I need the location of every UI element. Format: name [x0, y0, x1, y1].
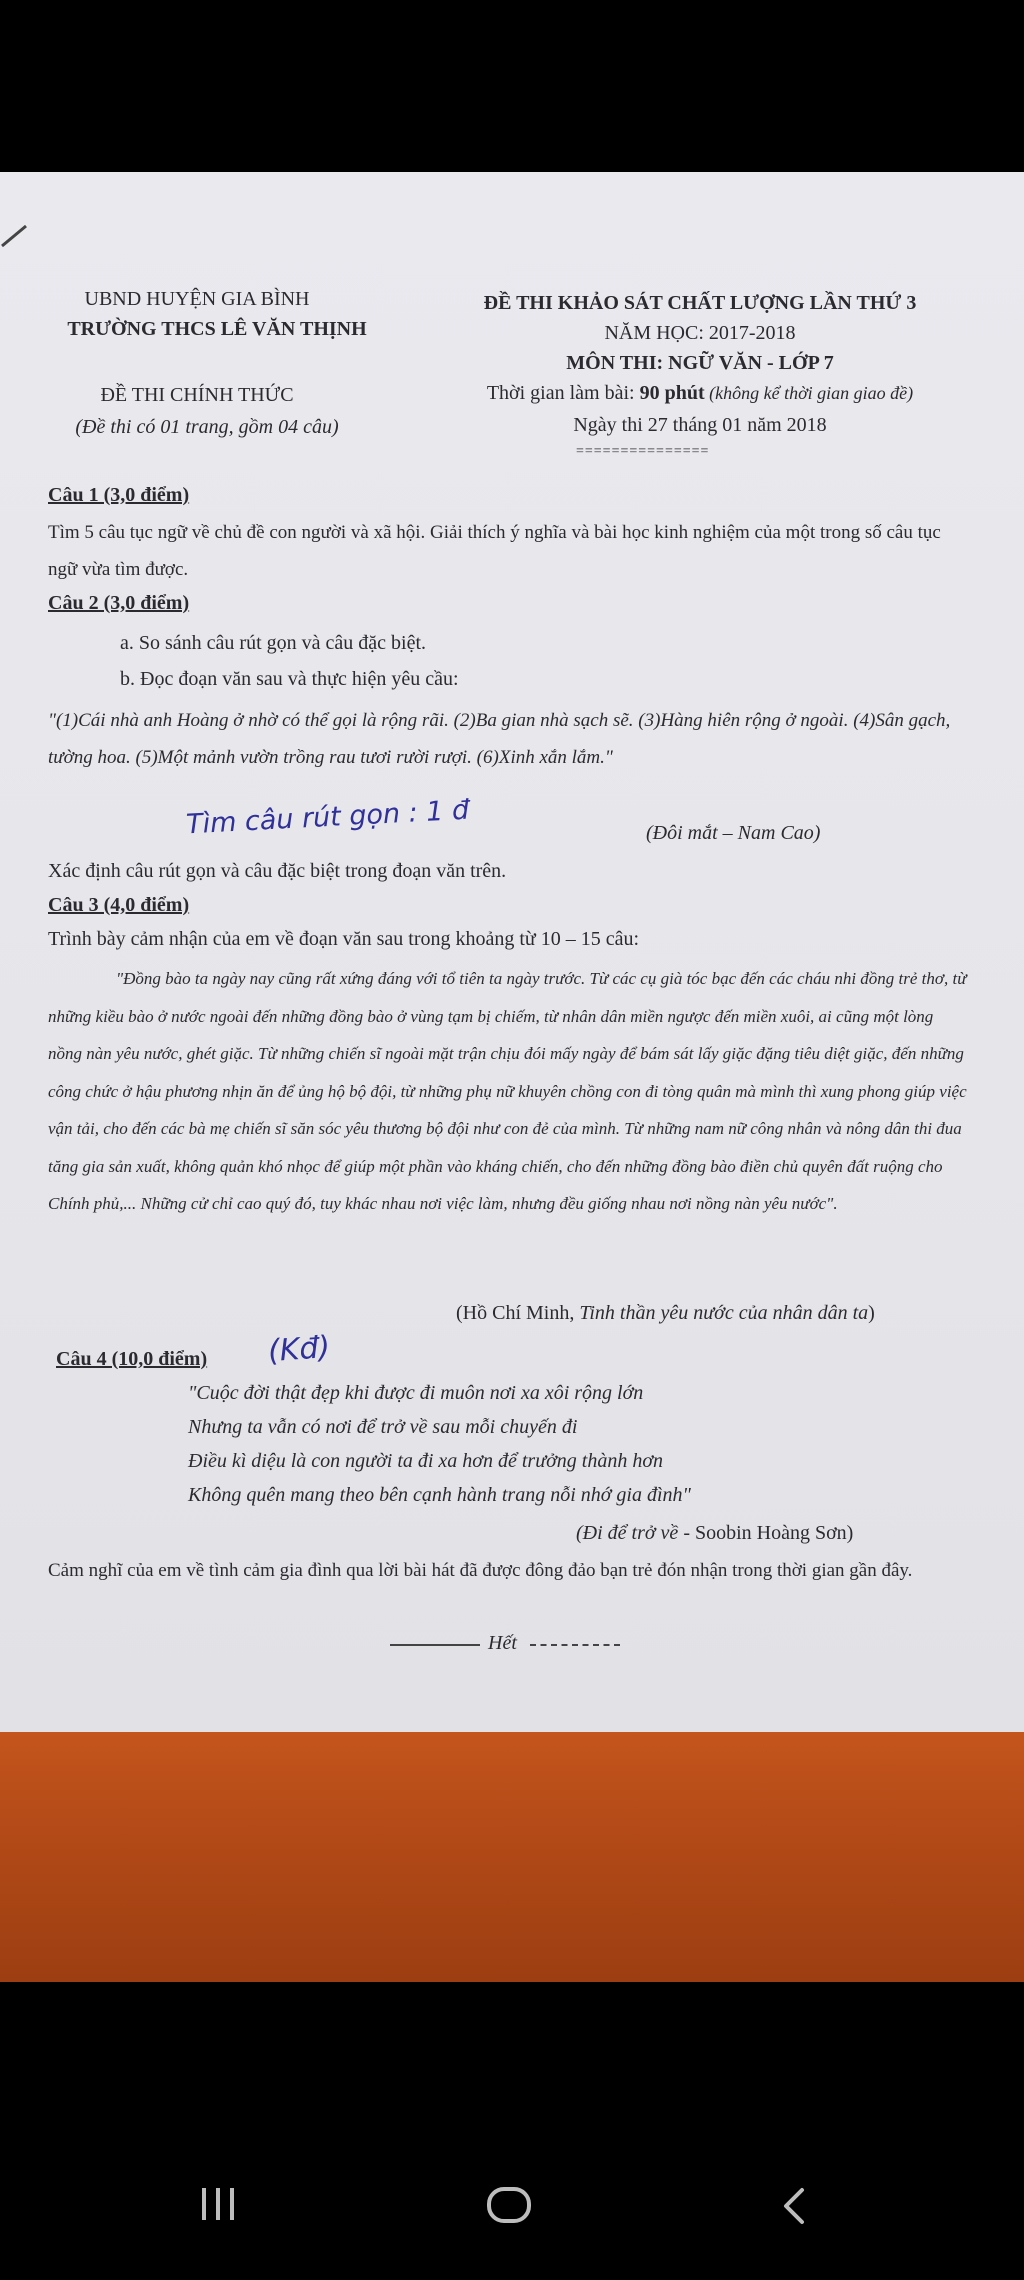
official-exam-label: ĐỀ THI CHÍNH THỨC	[100, 384, 294, 406]
handwritten-note-2: (Kđ)	[266, 1329, 332, 1370]
question-4-source	[576, 1522, 853, 1545]
end-line-left	[390, 1644, 480, 1646]
poem-line-3: Điều kì diệu là con người ta đi xa hơn để trưởng thành hơn	[188, 1450, 664, 1472]
wooden-table	[0, 1732, 1024, 1982]
duration-note: (không kể thời gian giao đề)	[704, 383, 914, 403]
school-name: TRƯỜNG THCS LÊ VĂN THỊNH	[67, 318, 367, 340]
question-4-title: Câu 4 (10,0 điểm)	[56, 1348, 208, 1370]
end-marker	[390, 1632, 620, 1656]
source-close: )	[868, 1302, 875, 1324]
exam-page-count: (Đề thi có 01 trang, gồm 04 câu)	[75, 416, 339, 438]
poem-line-1: "Cuộc đời thật đẹp khi được đi muôn nơi xa xôi rộng lớn	[188, 1382, 644, 1404]
question-2-title: Câu 2 (3,0 điểm)	[48, 592, 190, 614]
recent-apps-button[interactable]	[198, 2186, 240, 2227]
question-3-source	[456, 1302, 875, 1325]
question-3-title: Câu 3 (4,0 điểm)	[48, 894, 190, 916]
exam-duration	[420, 382, 980, 405]
song-title: (Đi để trở về	[576, 1522, 679, 1544]
question-3-quote: "Đồng bào ta ngày nay cũng rất xứng đáng với tổ tiên ta ngày trước. Từ các cụ già tóc bạc đến các cháu nhi đồng trẻ thơ, từ những kiều bào ở nước ngoài đến những đồng bào ở vùng tạm bị chiếm, từ nhân dân miền ngược đến miền xuôi, ai cũng một lòng nồng nàn yêu nước, ghét giặc. Từ những chiến sĩ ngoài mặt trận chịu đói mấy ngày để bám sát lấy giặc đặng tiêu diệt giặc, đến những công chức ở hậu phương nhịn ăn để ủng hộ bộ đội, từ những phụ nữ khuyên chồng con đi tòng quân mà mình thì xung phong giúp việc vận tải, cho đến các bà mẹ chiến sĩ săn sóc yêu thương bộ đội như con đẻ của mình. Từ những nam nữ công nhân và nông dân thi đua tăng gia sản xuất, không quản khó nhọc để giúp một phần vào kháng chiến, cho đến những đồng bào điền chủ quyên đất ruộng cho Chính phủ,... Những cử chỉ cao quý đó, tuy khác nhau nơi việc làm, nhưng đều giống nhau nơi nồng nàn yêu nước".	[48, 969, 967, 1213]
source-author: (Hồ Chí Minh,	[456, 1302, 580, 1324]
handwritten-note-1: Tìm câu rút gọn : 1 đ	[185, 794, 470, 841]
home-button[interactable]	[486, 2186, 532, 2229]
poem-line-2: Nhưng ta vẫn có nơi để trở về sau mỗi chuyến đi	[188, 1416, 578, 1438]
question-3-intro: Trình bày cảm nhận của em về đoạn văn sau trong khoảng từ 10 – 15 câu:	[48, 928, 640, 950]
duration-prefix: Thời gian làm bài:	[486, 382, 640, 404]
back-button[interactable]	[780, 2186, 810, 2231]
source-work: Tinh thần yêu nước của nhân dân ta	[579, 1302, 869, 1324]
duration-value: 90 phút	[639, 382, 705, 404]
end-line-right	[530, 1644, 620, 1646]
question-2-source: (Đôi mắt – Nam Cao)	[646, 822, 821, 844]
question-1-text: Tìm 5 câu tục ngữ về chủ đề con người và xã hội. Giải thích ý nghĩa và bài học kinh nghiệm của một trong số câu tục ngữ vừa tìm được.	[48, 522, 941, 580]
end-text: Hết	[488, 1632, 517, 1654]
district-name: UBND HUYỆN GIA BÌNH	[84, 288, 310, 310]
recent-apps-icon	[198, 2186, 240, 2222]
exam-date: Ngày thi 27 tháng 01 năm 2018	[573, 414, 827, 436]
exam-subject: MÔN THI: NGỮ VĂN - LỚP 7	[566, 352, 834, 374]
question-2-quote: "(1)Cái nhà anh Hoàng ở nhờ có thể gọi là rộng rãi. (2)Ba gian nhà sạch sẽ. (3)Hàng hiên rộng ở ngoài. (4)Sân gạch, tường hoa. (5)Một mảnh vườn trồng rau tươi rười rượi. (6)Xinh xắn lắm."	[48, 710, 951, 768]
school-year: NĂM HỌC: 2017-2018	[604, 322, 796, 344]
question-2a: a. So sánh câu rút gọn và câu đặc biệt.	[120, 632, 427, 654]
question-2b: b. Đọc đoạn văn sau và thực hiện yêu cầu:	[120, 668, 459, 690]
header-separator: ===============	[576, 444, 710, 459]
question-4-task: Cảm nghĩ của em về tình cảm gia đình qua lời bài hát đã được đông đảo bạn trẻ đón nhận trong thời gian gần đây.	[48, 1560, 913, 1581]
question-2-task: Xác định câu rút gọn và câu đặc biệt trong đoạn văn trên.	[48, 860, 507, 882]
exam-title: ĐỀ THI KHẢO SÁT CHẤT LƯỢNG LẦN THỨ 3	[483, 292, 917, 314]
song-artist: - Soobin Hoàng Sơn)	[678, 1522, 854, 1544]
exam-paper	[0, 172, 1024, 1732]
pen-mark	[0, 220, 30, 250]
question-1-title: Câu 1 (3,0 điểm)	[48, 484, 190, 506]
poem-line-4: Không quên mang theo bên cạnh hành trang nỗi nhớ gia đình"	[188, 1484, 691, 1506]
back-icon	[780, 2186, 810, 2226]
home-icon	[486, 2186, 532, 2224]
